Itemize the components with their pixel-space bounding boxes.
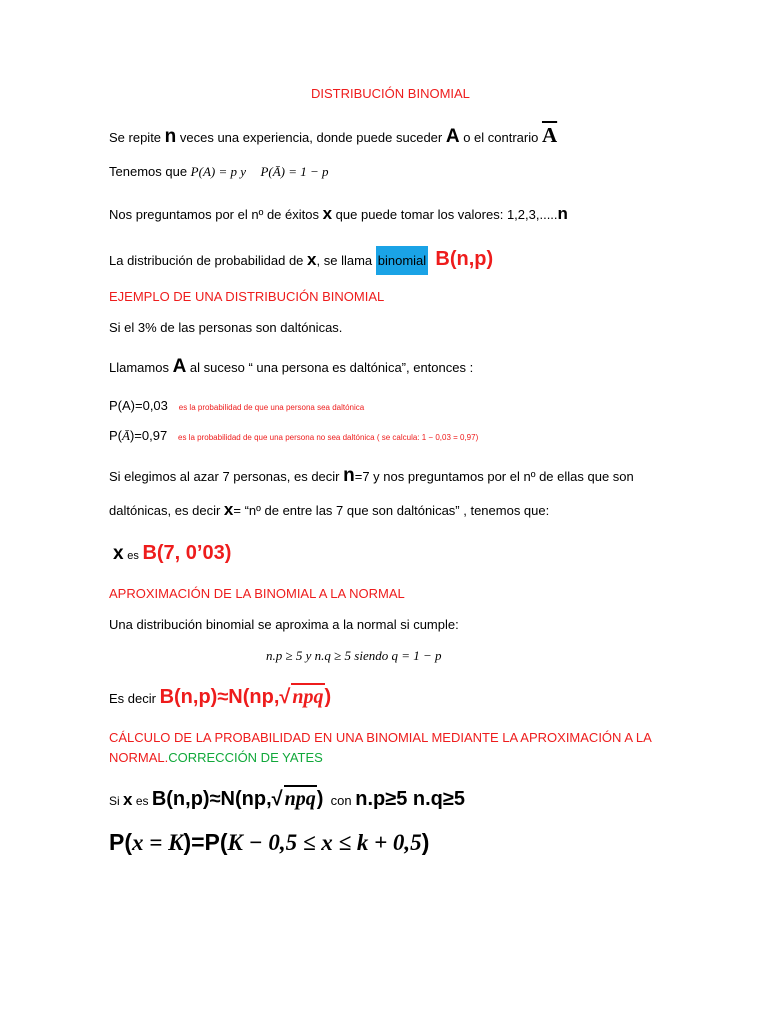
symbol-n: n xyxy=(343,465,355,486)
text: daltónicas, es decir xyxy=(109,503,224,518)
text: )=P( xyxy=(183,829,228,855)
symbol-n: n xyxy=(557,204,568,223)
text: Se repite xyxy=(109,130,165,145)
normal-label: NORMAL. xyxy=(109,750,169,765)
text: Nos preguntamos por el nº de éxitos xyxy=(109,207,323,222)
symbol-A: A xyxy=(445,126,460,147)
text: = “nº de entre las 7 que son daltónicas” , tenemos que: xyxy=(233,503,550,518)
text: , se llama xyxy=(316,253,376,268)
doc-title: DISTRIBUCIÓN BINOMIAL xyxy=(311,86,470,101)
yates-label: CORRECCIÓN DE YATES xyxy=(168,750,323,765)
close-paren: ) xyxy=(324,686,332,708)
text: que puede tomar los valores: 1,2,3,..... xyxy=(332,207,558,222)
symbol-x: x xyxy=(307,250,317,269)
line-aproxima: Una distribución binomial se aproxima a la normal si cumple: xyxy=(109,617,459,632)
highlight-binomial: binomial xyxy=(376,246,428,275)
text: Si elegimos al azar 7 personas, es decir xyxy=(109,469,344,484)
line-es-decir xyxy=(109,683,331,709)
note: es la probabilidad de que una persona sea daltónica xyxy=(178,403,365,412)
sqrt-npq: npq xyxy=(291,683,324,709)
sqrt-npq: npq xyxy=(284,785,317,811)
line-repeat xyxy=(109,123,557,149)
text: al suceso “ una persona es daltónica”, entonces : xyxy=(186,360,474,375)
text: P( xyxy=(109,428,122,443)
math-x-eq-k: x = K xyxy=(132,830,184,855)
line-elegimos xyxy=(109,465,634,488)
line-distribucion xyxy=(109,247,493,271)
text: veces una experiencia, donde puede suceder xyxy=(176,130,446,145)
text-con: con xyxy=(330,793,356,808)
close-paren: ) xyxy=(316,788,324,810)
bnp-label: B(n,p) xyxy=(435,248,494,270)
text: Llamamos xyxy=(109,360,173,375)
text-si: Si xyxy=(109,794,124,808)
math-interval: K − 0,5 ≤ x ≤ k + 0,5 xyxy=(227,830,422,855)
text: Es decir xyxy=(109,691,160,706)
b-7-003: B(7, 0’03) xyxy=(142,542,232,564)
approx-formula: B(n,p)≈N(np,√ npq) xyxy=(152,788,324,810)
symbol-x: x xyxy=(223,500,234,519)
text-es: es xyxy=(132,794,152,808)
text: =7 y nos preguntamos por el nº de ellas que son xyxy=(354,469,634,484)
line-pabar xyxy=(109,428,478,444)
symbol-x: x xyxy=(322,204,333,223)
approx-left: B(n,p)≈N(np, xyxy=(151,788,272,810)
symbol-x: x xyxy=(123,790,133,809)
text: o el contrario xyxy=(459,130,542,145)
formula-conditions: n.p ≥ 5 y n.q ≥ 5 siendo q = 1 − p xyxy=(266,648,442,663)
text: ) xyxy=(421,829,430,855)
conditions: n.p≥5 n.q≥5 xyxy=(355,788,465,810)
line-x-es-b xyxy=(113,541,231,566)
symbol-x: x xyxy=(113,543,124,564)
line-pa xyxy=(109,398,364,414)
symbol-n: n xyxy=(164,126,177,147)
approx-left: B(n,p)≈N(np, xyxy=(159,686,280,708)
text: Tenemos que xyxy=(109,164,191,179)
formula-pa: P(A) = p y xyxy=(190,164,247,179)
text-es: es xyxy=(127,550,139,562)
text: P( xyxy=(109,829,132,855)
text: )=0,97 xyxy=(129,428,168,443)
note: es la probabilidad de que una persona no sea daltónica ( se calcula: 1 − 0,03 = 0,97) xyxy=(178,433,479,442)
line-preguntamos xyxy=(109,204,568,224)
symbol-A-bar: $\overline{A}$ xyxy=(541,123,558,147)
formula-pabar: P(Ā) = 1 − p xyxy=(260,164,329,179)
text: P(A)=0,03 xyxy=(109,398,168,413)
approx-heading: APROXIMACIÓN DE LA BINOMIAL A LA NORMAL xyxy=(109,586,405,601)
line-yates-formula xyxy=(109,829,429,857)
calc-heading: CÁLCULO DE LA PROBABILIDAD EN UNA BINOMIAL MEDIANTE LA APROXIMACIÓN A LA xyxy=(109,730,652,745)
text: La distribución de probabilidad de xyxy=(109,253,308,268)
line-llamamos xyxy=(109,356,473,379)
symbol-A: A xyxy=(172,356,187,377)
line-tenemos xyxy=(109,164,329,180)
calc-heading-2 xyxy=(109,750,323,766)
line-3-percent: Si el 3% de las personas son daltónicas. xyxy=(109,320,343,335)
line-daltonicas xyxy=(109,500,549,520)
approx-formula: B(n,p)≈N(np,√ npq) xyxy=(160,686,332,708)
symbol-A-bar: Ā xyxy=(122,428,130,443)
example-heading: EJEMPLO DE UNA DISTRIBUCIÓN BINOMIAL xyxy=(109,289,385,304)
line-si-x xyxy=(109,785,465,811)
